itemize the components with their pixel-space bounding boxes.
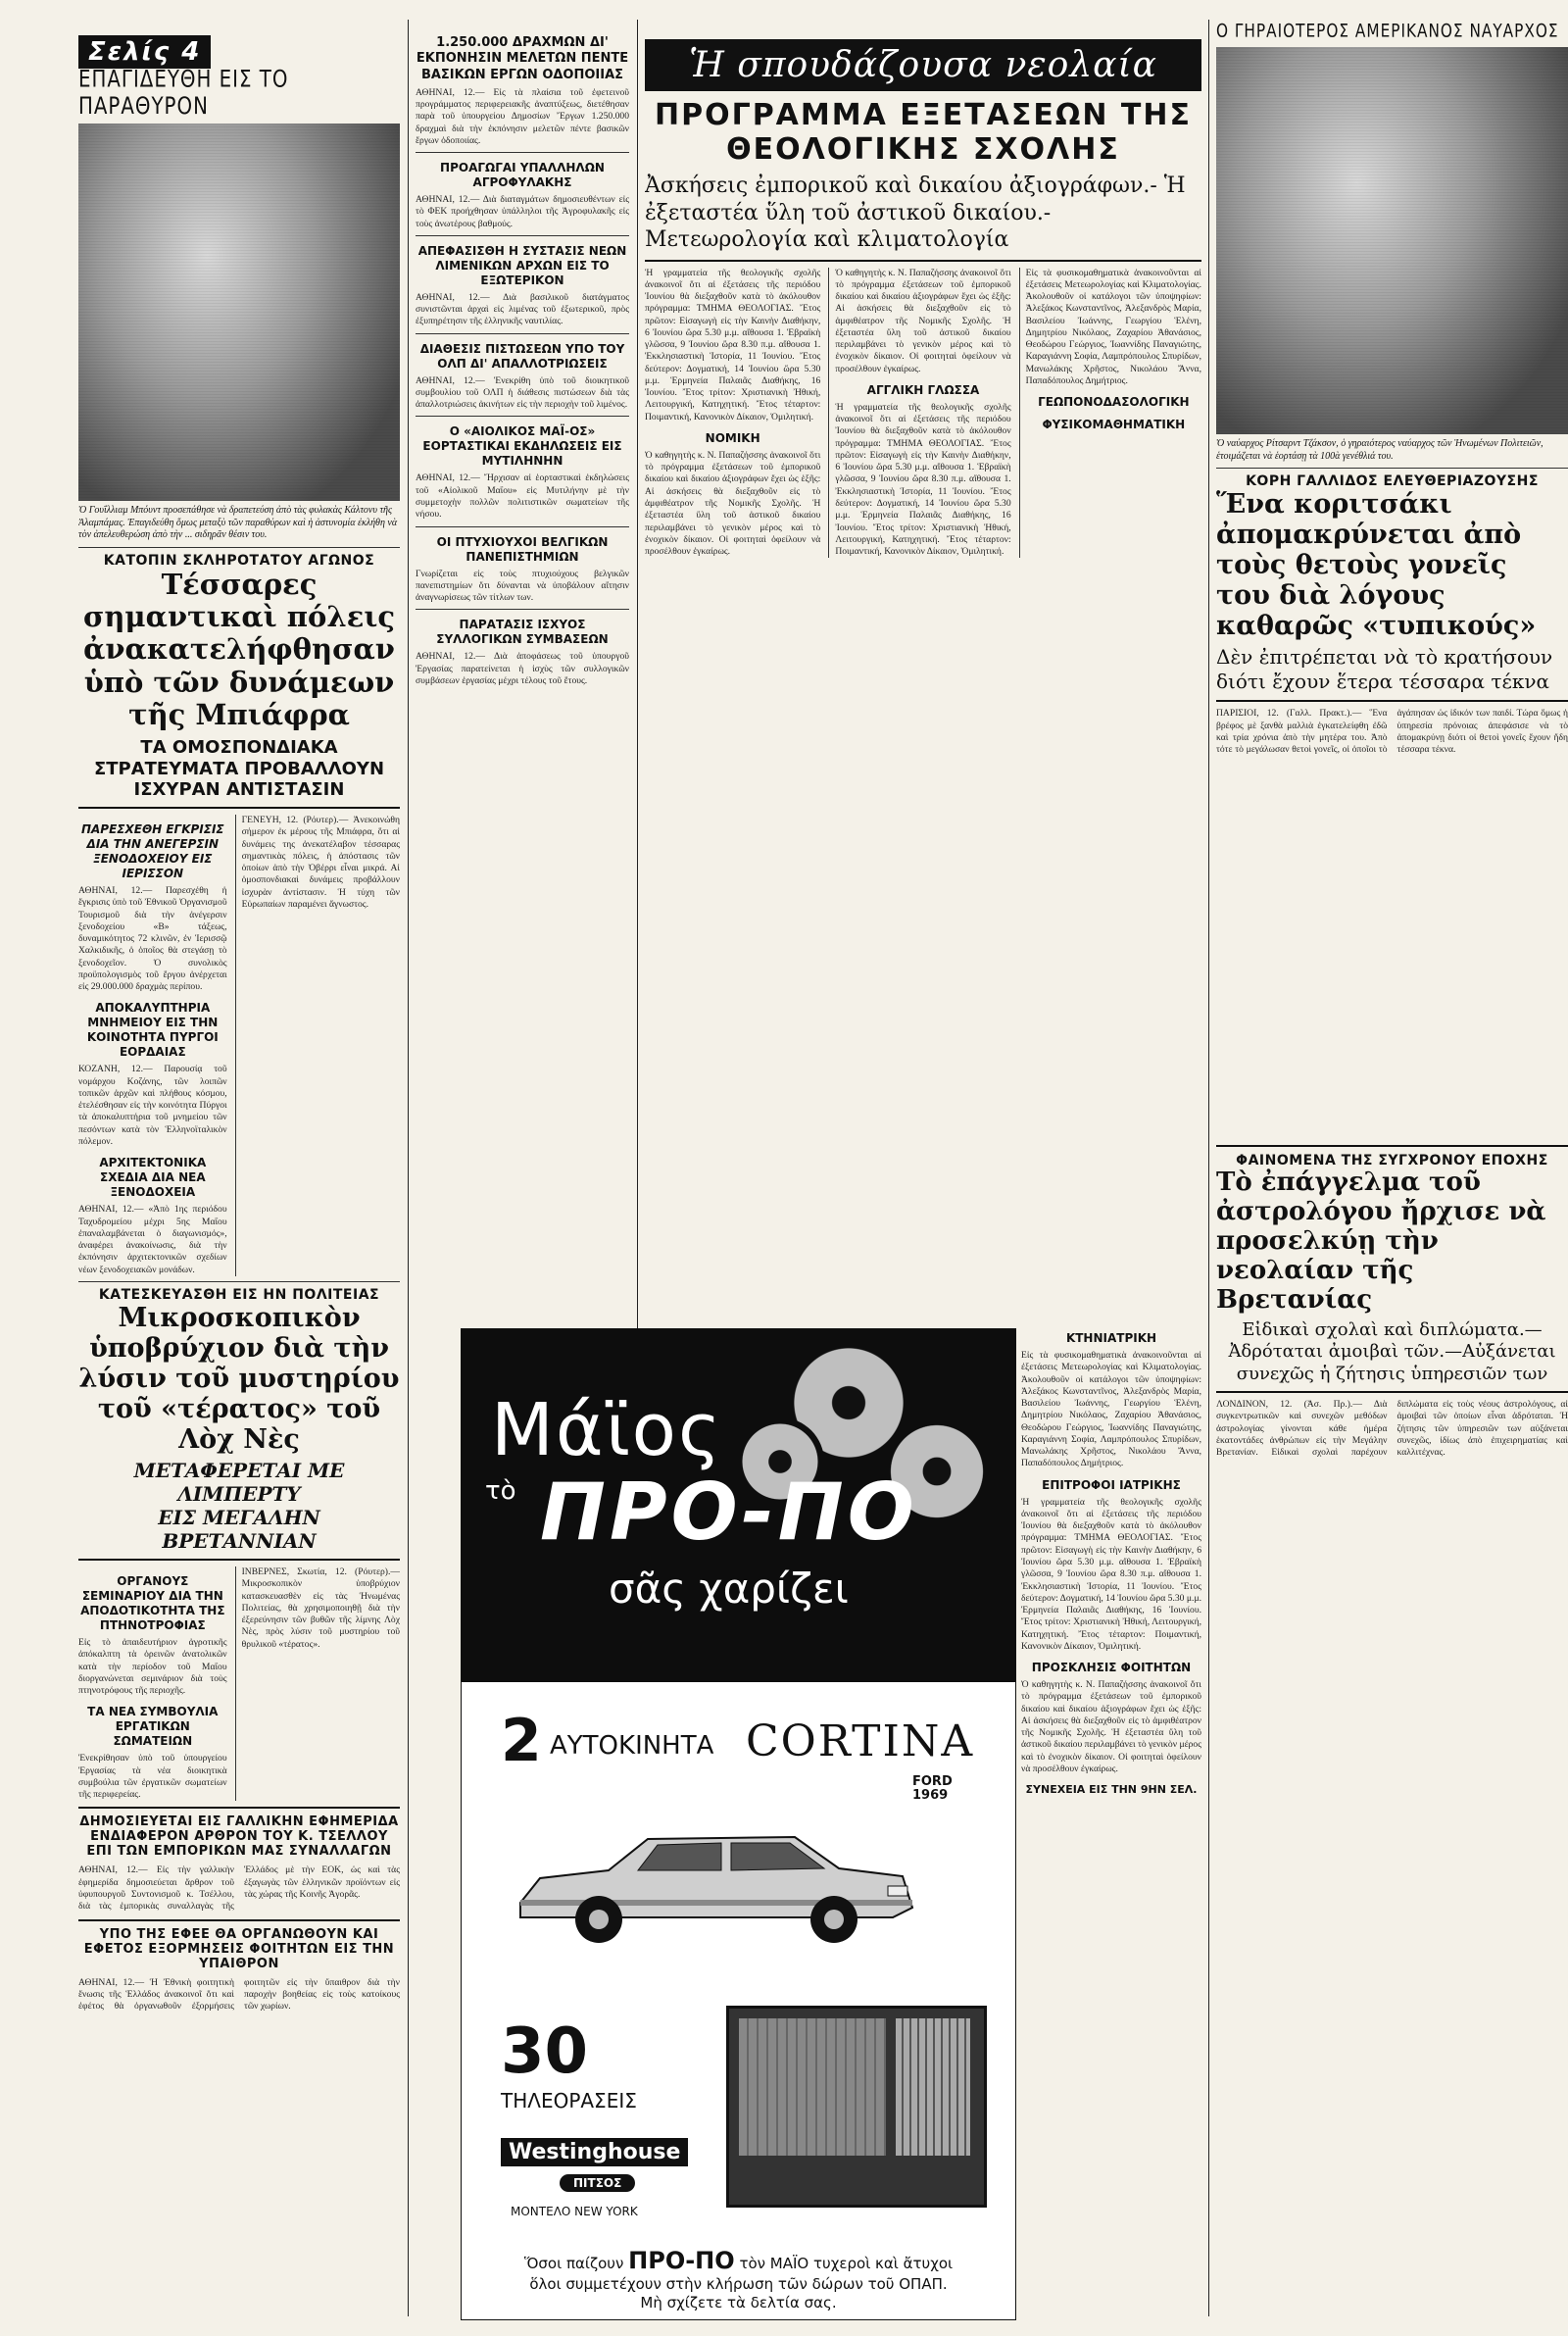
ford-year: 1969	[912, 1788, 949, 1804]
left-column	[78, 35, 400, 2310]
story-text: Ἡ γραμματεία τῆς θεολογικῆς σχολῆς ἀνακοινοῖ ὅτι αἱ ἐξετάσεις τῆς περιόδου Ἰουνίου θὰ διεξαχθοῦν κατὰ τὸ ἀκόλουθον πρόγραμμα: ΤΜΗΜΑ ΘΕΟΛΟΓΙΑΣ. Ἔτος πρῶτον: Εἰσαγωγὴ εἰς τὴν Καινὴν Διαθήκην, 6 Ἰουνίου ὥρα 5.30 μ.μ. αἴθουσα 1. Ἑβραϊκὴ γλῶσσα, 9 Ἰουνίου ὥρα 8.30 π.μ. αἴθουσα 1. Ἐκκλησιαστικὴ Ἱστορία, 11 Ἰουνίου. Ἔτος δεύτερον: Δογματική, 14 Ἰουνίου ὥρα 5.30 μ.μ. Ἑρμηνεία Παλαιᾶς Διαθήκης, 16 Ἰουνίου. Ἔτος τρίτον: Χριστιανικὴ Ἠθική, Λειτουργική, Κατηχητική. Ἔτος τέταρτον: Ποιμαντική, Κανονικὸν Δίκαιον, Ὁμιλητική.	[645, 267, 821, 422]
ad-car-count: 2	[501, 1707, 542, 1775]
photo-prisoner	[78, 124, 400, 501]
kicker: ΥΠΟ ΤΗΣ ΕΦΕΕ ΘΑ ΟΡΓΑΝΩΘΟΥΝ ΚΑΙ ΕΦΕΤΟΣ ΕΞΟΡΜΗΣΕΙΣ ΦΟΙΤΗΤΩΝ ΕΙΣ ΤΗΝ ΥΠΑΙΘΡΟΝ	[83, 1926, 395, 1971]
kicker: ΚΟΡΗ ΓΑΛΛΙΔΟΣ ΕΛΕΥΘΕΡΙΑΖΟΥΣΗΣ	[1246, 473, 1539, 489]
brief-title: ΤΑ ΝΕΑ ΣΥΜΒΟΥΛΙΑ ΕΡΓΑΤΙΚΩΝ ΣΩΜΑΤΕΙΩΝ	[87, 1705, 219, 1749]
headline: Μικροσκοπικὸν ὑποβρύχιον διὰ τὴν λύσιν τοῦ μυστηρίου τοῦ «τέρατος» τοῦ Λὸχ Νὲς	[78, 1302, 400, 1456]
story-text: ΛΟΝΔΙΝΟΝ, 12. (Ἀσ. Πρ.).— Διὰ συγκεντρωτικῶν καὶ συνεχῶν μεθόδων ἀστρολογίας γίνονται κάθε ἡμέρα ἑκατοντάδες ἀνθρώπων εἰς τὴν Μεγάλην Βρετανίαν. Εἰδικαὶ σχολαὶ παρέχουν διπλώματα εἰς τοὺς νέους ἀστρολόγους, αἱ ἀμοιβαὶ τῶν ὁποίων εἶναι ἀδρόταται. Ἡ ζήτησις τῶν ὑπηρεσιῶν των αὐξάνεται συνεχῶς, ἰδίως ἀπὸ ἐπιχειρηματίας καὶ καλλιτέχνας.	[1216, 1399, 1568, 1459]
story-text: Εἰς τὰ φυσικομαθηματικὰ ἀνακοινοῦνται αἱ ἐξετάσεις Μετεωρολογίας καὶ Κλιματολογίας. Ἀκολουθοῦν οἱ κατάλογοι τῶν ὑποψηφίων: Ἀλεξάκος Κωνσταντῖνος, Ἀλεξανδρὸς Μαρία, Βασιλείου Ἰωάννης, Γεωργίου Ἑλένη, Δημητρίου Νικόλαος, Ζαχαρίου Ἀθανάσιος, Θεοδώρου Γεώργιος, Ἰωαννίδης Παναγιώτης, Καραγιάννη Σοφία, Λαμπρόπουλος Σπυρίδων, Μανωλάκης Χρῆστος, Νικολάου Ἄννα, Παπαδόπουλος Δημήτριος.	[1021, 1350, 1201, 1469]
continued-note: ΣΥΝΕΧΕΙΑ ΕΙΣ ΤΗΝ 9ΗΝ ΣΕΛ.	[1025, 1783, 1198, 1797]
brief-text: Ἐνεκρίθησαν ὑπὸ τοῦ ὑπουργείου Ἐργασίας τὰ νέα διοικητικὰ συμβούλια τῶν ἐργατικῶν σωματείων τῆς περιφερείας.	[78, 1753, 227, 1801]
brief-title: ΟΙ ΠΤΥΧΙΟΥΧΟΙ ΒΕΛΓΙΚΩΝ ΠΑΝΕΠΙΣΤΗΜΙΩΝ	[436, 534, 609, 564]
story-text: ΑΘΗΝΑΙ, 12.— Ἡ Ἐθνικὴ φοιτητικὴ ἕνωσις τῆς Ἑλλάδος ἀνακοινοῖ ὅτι καὶ ἐφέτος θὰ ὀργανωθοῦν ἐξορμήσεις φοιτητῶν εἰς τὴν ὕπαιθρον διὰ τὴν παροχὴν βοηθείας εἰς τοὺς κατοίκους τῶν χωρίων.	[78, 1976, 400, 2013]
section-subhead: ΦΥΣΙΚΟΜΑΘΗΜΑΤΙΚΗ	[1042, 418, 1186, 432]
section-subhead: ΚΤΗΝΙΑΤΡΙΚΗ	[1065, 1331, 1157, 1345]
story-text: Ὁ καθηγητὴς κ. Ν. Παπαζήσσης ἀνακοινοῖ ὅτι τὸ πρόγραμμα ἐξετάσεων τοῦ ἐμπορικοῦ δικαίου καὶ δικαίου ἀξιογράφων ἔχει ὡς ἑξῆς: Αἱ ἀσκήσεις θὰ διεξαχθοῦν εἰς τὸ ἀμφιθέατρον τῆς Νομικῆς Σχολῆς. Ἡ ἐξεταστέα ὕλη τοῦ ἀστικοῦ δικαίου περιλαμβάνει τὸ γενικὸν μέρος καὶ τὸ ἐνοχικὸν δίκαιον. Οἱ φοιτηταὶ ὀφείλουν νὰ προσέλθουν ἐγκαίρως.	[835, 267, 1011, 374]
headline: Τὸ ἐπάγγελμα τοῦ ἀστρολόγου ἤρχισε νὰ προσελκύῃ τὴν νεολαίαν τῆς Βρετανίας	[1216, 1168, 1546, 1315]
ad-pitsos-logo: ΠΙΤΣΟΣ	[560, 2174, 635, 2192]
ad-foot-text: τὸν ΜΑΪΟ τυχεροὶ καὶ ἄτυχοι	[739, 2255, 954, 2272]
brief-title: ΟΡΓΑΝΟΥΣ ΣΕΜΙΝΑΡΙΟΥ ΔΙΑ ΤΗΝ ΑΠΟΔΟΤΙΚΟΤΗΤΑ ΤΗΣ ΠΤΗΝΟΤΡΟΦΙΑΣ	[80, 1574, 225, 1633]
ad-foot-propo: ΠΡΟ-ΠΟ	[628, 2247, 735, 2274]
brief-title: ΑΠΕΦΑΣΙΣΘΗ Η ΣΥΣΤΑΣΙΣ ΝΕΩΝ ΛΙΜΕΝΙΚΩΝ ΑΡΧΩΝ ΕΙΣ ΤΟ ΕΞΩΤΕΡΙΚΟΝ	[417, 243, 627, 287]
ad-cortina-title: CORTINA	[746, 1716, 975, 1766]
deck: Δὲν ἐπιτρέπεται νὰ τὸ κρατήσουν διότι ἔχουν ἕτερα τέσσαρα τέκνα	[1216, 645, 1553, 694]
kicker: ΦΑΙΝΟΜΕΝΑ ΤΗΣ ΣΥΓΧΡΟΝΟΥ ΕΠΟΧΗΣ	[1236, 1153, 1548, 1169]
subheadline: ΕΙΣ ΜΕΓΑΛΗΝ ΒΡΕΤΑΝΝΙΑΝ	[158, 1506, 320, 1554]
section-subhead: ΠΡΟΣΚΛΗΣΙΣ ΦΟΙΤΗΤΩΝ	[1031, 1661, 1192, 1675]
briefs-column	[416, 35, 629, 1339]
center-story-continued	[1021, 1323, 1201, 2304]
brief-text: ΑΘΗΝΑΙ, 12.— Εἰς τὰ πλαίσια τοῦ ἐφετεινοῦ προγράμματος περιφερειακῆς ἀναπτύξεως, διετέθησαν παρὰ τοῦ ὑπουργείου Δημοσίων Ἔργων 1.250.000 δραχμαὶ διὰ τὴν ἐκπόνησιν μελετῶν πέντε βασικῶν ἔργων ὁδοποιίας.	[416, 86, 629, 146]
ad-foot-text: Ὅσοι παίζουν	[523, 2255, 624, 2272]
ad-dark-panel	[462, 1329, 1015, 1682]
headline: ΠΡΟΓΡΑΜΜΑ ΕΞΕΤΑΣΕΩΝ ΤΗΣ ΘΕΟΛΟΓΙΚΗΣ ΣΧΟΛΗΣ	[654, 98, 1193, 167]
center-story	[645, 39, 1201, 1323]
brief-text: ΑΘΗΝΑΙ, 12.— Διὰ βασιλικοῦ διατάγματος συνιστῶνται ἀρχαὶ εἰς λιμένας τοῦ ἐξωτερικοῦ, πρὸς ἐξυπηρέτησιν τῆς ἑλληνικῆς ναυτιλίας.	[416, 291, 629, 327]
brief-title: ΑΡΧΙΤΕΚΤΟΝΙΚΑ ΣΧΕΔΙΑ ΔΙΑ ΝΕΑ ΞΕΝΟΔΟΧΕΙΑ	[99, 1156, 207, 1200]
column-rule	[408, 20, 409, 2316]
section-subhead: ΝΟΜΙΚΗ	[705, 430, 760, 445]
brief-title: ΠΑΡΑΤΑΣΙΣ ΙΣΧΥΟΣ ΣΥΛΛΟΓΙΚΩΝ ΣΥΜΒΑΣΕΩΝ	[436, 618, 609, 647]
brief-text: ΚΟΖΑΝΗ, 12.— Παρουσίᾳ τοῦ νομάρχου Κοζάνης, τῶν λοιπῶν τοπικῶν ἀρχῶν καὶ πλήθους κόσμου, ἐτελέσθησαν εἰς τὴν κοινότητα Πύργοι τὰ ἀποκαλυπτήρια τοῦ μνημείου τῶν πεσόντων κατὰ τὸν Ἑλληνοϊταλικὸν πόλεμον.	[78, 1064, 227, 1147]
story-text: ΙΝΒΕΡΝΕΣ, Σκωτία, 12. (Ρόυτερ).— Μικροσκοπικὸν ὑποβρύχιον κατασκευασθὲν εἰς τὰς Ἡνωμένας Πολιτείας, θὰ χρησιμοποιηθῇ διὰ τὴν ἐξερεύνησιν τῶν βυθῶν τῆς λίμνης Λὸχ Νὲς, πρὸς λύσιν τοῦ μυστηρίου τοῦ θρυλικοῦ «τέρατος».	[241, 1566, 400, 1650]
ad-foot-text: ὅλοι συμμετέχουν στὴν κλήρωση τῶν δώρων τοῦ ΟΠΑΠ.	[529, 2275, 948, 2293]
ad-tv-count: 30	[501, 2015, 589, 2088]
brief-title: ΠΡΟΑΓΩΓΑΙ ΥΠΑΛΛΗΛΩΝ ΑΓΡΟΦΥΛΑΚΗΣ	[440, 161, 605, 190]
subheadline: ΜΕΤΑΦΕΡΕΤΑΙ ΜΕ ΛΙΜΠΕΡΤΥ	[133, 1459, 345, 1507]
photo-title: ΕΠΑΓΙΔΕΥΘΗ ΕΙΣ ΤΟ ΠΑΡΑΘΥΡΟΝ	[78, 66, 289, 121]
headline: Τέσσαρες σημαντικαὶ πόλεις ἀνακατελήφθησαν ὑπὸ τῶν δυνάμεων τῆς Μπιάφρα	[82, 567, 396, 731]
section-subhead: ΕΠΙΤΡΟΦΟΙ ΙΑΤΡΙΚΗΣ	[1042, 1477, 1181, 1492]
deck: Ἀσκήσεις ἐμπορικοῦ καὶ δικαίου ἀξιογράφων.- Ἡ ἐξεταστέα ὕλη τοῦ ἀστικοῦ δικαίου.-Μετεωρολογία καὶ κλιματολογία	[645, 174, 1186, 252]
ad-to-text: τὸ	[485, 1476, 516, 1506]
kicker: ΔΗΜΟΣΙΕΥΕΤΑΙ ΕΙΣ ΓΑΛΛΙΚΗΝ ΕΦΗΜΕΡΙΔΑ ΕΝΔΙΑΦΕΡΟΝ ΑΡΘΡΟΝ ΤΟΥ Κ. ΤΣΕΛΛΟΥ ΕΠΙ ΤΩΝ ΕΜΠΟΡΙΚΩΝ ΜΑΣ ΣΥΝΑΛΛΑΓΩΝ	[79, 1814, 399, 1860]
story-text: Ἡ γραμματεία τῆς θεολογικῆς σχολῆς ἀνακοινοῖ ὅτι αἱ ἐξετάσεις τῆς περιόδου Ἰουνίου θὰ διεξαχθοῦν κατὰ τὸ ἀκόλουθον πρόγραμμα: ΤΜΗΜΑ ΘΕΟΛΟΓΙΑΣ. Ἔτος πρῶτον: Εἰσαγωγὴ εἰς τὴν Καινὴν Διαθήκην, 6 Ἰουνίου ὥρα 5.30 μ.μ. αἴθουσα 1. Ἑβραϊκὴ γλῶσσα, 9 Ἰουνίου ὥρα 8.30 π.μ. αἴθουσα 1. Ἐκκλησιαστικὴ Ἱστορία, 11 Ἰουνίου. Ἔτος δεύτερον: Δογματική, 14 Ἰουνίου ὥρα 5.30 μ.μ. Ἑρμηνεία Παλαιᾶς Διαθήκης, 16 Ἰουνίου. Ἔτος τρίτον: Χριστιανικὴ Ἠθική, Λειτουργική, Κατηχητική. Ἔτος τέταρτον: Ποιμαντική, Κανονικὸν Δίκαιον, Ὁμιλητική.	[835, 401, 1011, 558]
page-number-tag: Σελίς 4	[78, 35, 211, 69]
brief-title: Ο «ΑΙΟΛΙΚΟΣ ΜΑΪ-ΟΣ» ΕΟΡΤΑΣΤΙΚΑΙ ΕΚΔΗΛΩΣΕΙΣ ΕΙΣ ΜΥΤΙΛΗΝΗΝ	[422, 424, 622, 469]
ad-car-label: ΑΥΤΟΚΙΝΗΤΑ	[550, 1731, 714, 1761]
brief-text: ΑΘΗΝΑΙ, 12.— «Ἀπὸ 1ης περιόδου Ταχυδρομείου μέχρι 5ης Μαΐου ἐπαναλαμβάνεται ὁ διαγωνισμός», ἀναφέρει ἀνακοίνωσις, διὰ τὴν ἐκπόνησιν ἀρχιτεκτονικῶν σχεδίων νέων ξενοδοχειακῶν μονάδων.	[78, 1204, 227, 1275]
story-text: Ἡ γραμματεία τῆς θεολογικῆς σχολῆς ἀνακοινοῖ ὅτι αἱ ἐξετάσεις τῆς περιόδου Ἰουνίου θὰ διεξαχθοῦν κατὰ τὸ ἀκόλουθον πρόγραμμα: ΤΜΗΜΑ ΘΕΟΛΟΓΙΑΣ. Ἔτος πρῶτον: Εἰσαγωγὴ εἰς τὴν Καινὴν Διαθήκην, 6 Ἰουνίου ὥρα 5.30 μ.μ. αἴθουσα 1. Ἑβραϊκὴ γλῶσσα, 9 Ἰουνίου ὥρα 8.30 π.μ. αἴθουσα 1. Ἐκκλησιαστικὴ Ἱστορία, 11 Ἰουνίου. Ἔτος δεύτερον: Δογματική, 14 Ἰουνίου ὥρα 5.30 μ.μ. Ἑρμηνεία Παλαιᾶς Διαθήκης, 16 Ἰουνίου. Ἔτος τρίτον: Χριστιανικὴ Ἠθική, Λειτουργική, Κατηχητική. Ἔτος τέταρτον: Ποιμαντική, Κανονικὸν Δίκαιον, Ὁμιλητική.	[1021, 1496, 1201, 1652]
column-rule	[1208, 20, 1209, 2316]
ad-sas-text: σᾶς χαρίζει	[609, 1565, 849, 1613]
section-subhead: ΑΓΓΛΙΚΗ ΓΛΩΣΣΑ	[866, 382, 980, 397]
tv-icon	[726, 2006, 987, 2208]
brief-text: Γνωρίζεται εἰς τοὺς πτυχιούχους βελγικῶν πανεπιστημίων ὅτι δύνανται νὰ ὑποβάλουν αἴτησιν ἀναγνωρίσεως τῶν τίτλων των.	[416, 568, 629, 604]
section-banner: Ἡ σπουδάζουσα νεολαία	[645, 39, 1201, 91]
brief-title: 1.250.000 ΔΡΑΧΜΩΝ ΔΙ' ΕΚΠΟΝΗΣΙΝ ΜΕΛΕΤΩΝ ΠΕΝΤΕ ΒΑΣΙΚΩΝ ΕΡΓΩΝ ΟΔΟΠΟΙΙΑΣ	[416, 35, 629, 82]
brief-text: Εἰς τὸ ἀπαιδευτήριον ἀγροτικῆς ἀπόκαλπτη τὰ ὁρεινῶν ἀνατολικῶν κατὰ τὴν περίοδον τοῦ Μαΐου διοργανώνεται σεμινάριον διὰ τοὺς πτηνοτρόφους τῆς περιοχῆς.	[78, 1637, 227, 1697]
section-subhead: ΓΕΩΠΟΝΟΔΑΣΟΛΟΓΙΚΗ	[1038, 395, 1190, 410]
ad-ford-label	[912, 1775, 953, 1804]
subheadline: ΤΑ ΟΜΟΣΠΟΝΔΙΑΚΑ ΣΤΡΑΤΕΥΜΑΤΑ ΠΡΟΒΑΛΛΟΥΝ ΙΣΧΥΡΑΝ ΑΝΤΙΣΤΑΣΙΝ	[93, 737, 385, 801]
brief-title: ΔΙΑΘΕΣΙΣ ΠΙΣΤΩΣΕΩΝ ΥΠΟ ΤΟΥ ΟΛΠ ΔΙ' ΑΠΑΛΛΟΤΡΙΩΣΕΙΣ	[419, 341, 625, 371]
propo-advertisement	[461, 1328, 1016, 2320]
right-column	[1216, 22, 1568, 2315]
deck: Εἰδικαὶ σχολαὶ καὶ διπλώματα.—Ἀδρόταται ἀμοιβαὶ τῶν.—Αὐξάνεται συνεχῶς ἡ ζήτησις ὑπηρεσιῶν των	[1228, 1318, 1556, 1384]
photo-caption: Ὁ ναύαρχος Ρίτσαρντ Τζάκσον, ὁ γηραιότερος ναύαρχος τῶν Ἡνωμένων Πολιτειῶν, ἑτοιμάζεται νὰ ἑορτάσῃ τὰ 100ὰ γενέθλιά του.	[1216, 438, 1544, 462]
car-icon	[501, 1810, 922, 1957]
ad-footer	[462, 2246, 1015, 2312]
story-text: Ὁ καθηγητὴς κ. Ν. Παπαζήσσης ἀνακοινοῖ ὅτι τὸ πρόγραμμα ἐξετάσεων τοῦ ἐμπορικοῦ δικαίου καὶ δικαίου ἀξιογράφων ἔχει ὡς ἑξῆς: Αἱ ἀσκήσεις θὰ διεξαχθοῦν εἰς τὸ ἀμφιθέατρον τῆς Νομικῆς Σχολῆς. Ἡ ἐξεταστέα ὕλη τοῦ ἀστικοῦ δικαίου περιλαμβάνει τὸ γενικὸν μέρος καὶ τὸ ἐνοχικὸν δίκαιον. Οἱ φοιτηταὶ ὀφείλουν νὰ προσέλθουν ἐγκαίρως.	[645, 449, 821, 558]
ad-foot-text: Μὴ σχίζετε τὰ δελτία σας.	[640, 2293, 837, 2311]
photo-title: Ο ΓΗΡΑΙΟΤΕΡΟΣ ΑΜΕΡΙΚΑΝΟΣ ΝΑΥΑΡΧΟΣ	[1216, 22, 1559, 42]
brief-title: ΠΑΡΕΣΧΕΘΗ ΕΓΚΡΙΣΙΣ ΔΙΑ ΤΗΝ ΑΝΕΓΕΡΣΙΝ ΞΕΝΟΔΟΧΕΙΟΥ ΕΙΣ ΙΕΡΙΣΣΟΝ	[80, 822, 224, 880]
ad-may-text: Μάϊος	[491, 1388, 723, 1472]
brief-text: ΑΘΗΝΑΙ, 12.— Διὰ διαταγμάτων δημοσιευθέντων εἰς τὸ ΦΕΚ προήχθησαν ὑπάλληλοι τῆς Ἀγροφυλακῆς εἰς τοὺς ἀνωτέρους βαθμούς.	[416, 194, 629, 229]
kicker: ΚΑΤΟΠΙΝ ΣΚΛΗΡΟΤΑΤΟΥ ΑΓΩΝΟΣ	[103, 552, 375, 569]
photo-admiral	[1216, 47, 1568, 434]
brief-text: ΑΘΗΝΑΙ, 12.— Ἐνεκρίθη ὑπὸ τοῦ διοικητικοῦ συμβουλίου τοῦ ΟΛΠ ἡ διάθεσις πιστώσεων διὰ τὰς ἀπαλλοτριώσεις ἀκινήτων εἰς τὴν περιοχὴν τοῦ λιμένος.	[416, 374, 629, 411]
ford-brand: FORD	[912, 1774, 953, 1789]
ad-propo-logo: ΠΡΟ-ΠΟ	[540, 1466, 918, 1558]
kicker: ΚΑΤΕΣΚΕΥΑΣΘΗ ΕΙΣ ΗΝ ΠΟΛΙΤΕΙΑΣ	[98, 1286, 380, 1303]
brief-text: ΑΘΗΝΑΙ, 12.— Παρεσχέθη ἡ ἔγκρισις ὑπὸ τοῦ Ἐθνικοῦ Ὀργανισμοῦ Τουρισμοῦ διὰ τὴν ἀνέγερσιν ξενοδοχείου «Β» τάξεως, δυναμικότητος 72 κλινῶν, ἐν Ἱερισσῷ Χαλκιδικῆς, ὁ ὁποῖος θὰ στεγάσῃ τὸ ξενοδοχεῖον. Ὁ συνολικὸς προϋπολογισμὸς τοῦ ἔργου ἀνέρχεται εἰς 29.000.000 δραχμὰς περίπου.	[78, 885, 227, 993]
photo-caption: Ὁ Γουΐλλιαμ Μπόυντ προσεπάθησε νὰ δραπετεύση ἀπὸ τὰς φυλακὰς Κάλτονυ τῆς Ἀλαμπάμας. Ἐπαγιδεύθη ὅμως μεταξὺ τῶν παραθύρων καὶ ἡ ἀστυνομία ἐκλήθη νὰ τὸν ἀπελευθερώση ἀπὸ τὴν ... σιδηρᾶν θέσιν του.	[78, 505, 398, 540]
story-text: ΠΑΡΙΣΙΟΙ, 12. (Γαλλ. Πρακτ.).— Ἕνα βρέφος μὲ ξανθὰ μαλλιὰ ἐγκατελείφθη ἐδῶ καὶ τρία χρόνια ἀπὸ τὴν μητέρα του. Ἀπὸ τότε τὸ μεγάλωσαν θετοὶ γονεῖς, οἱ ὁποῖοι τὸ ἀγάπησαν ὡς ἰδικόν των παιδί. Τώρα ὅμως ἡ ὑπηρεσία πρόνοιας ἀπεφάσισε νὰ τὸ ἀπομακρύνῃ διότι οἱ θετοὶ γονεῖς ἔχουν ἤδη τέσσαρα τέκνα.	[1216, 708, 1568, 756]
brief-title: ΑΠΟΚΑΛΥΠΤΗΡΙΑ ΜΝΗΜΕΙΟΥ ΕΙΣ ΤΗΝ ΚΟΙΝΟΤΗΤΑ ΠΥΡΓΟΙ ΕΟΡΔΑΙΑΣ	[86, 1001, 219, 1060]
ad-tv-label: ΤΗΛΕΟΡΑΣΕΙΣ	[501, 2089, 637, 2112]
story-text: ΑΘΗΝΑΙ, 12.— Εἰς τὴν γαλλικὴν ἐφημερίδα δημοσιεύεται ἄρθρον τοῦ ὑφυπουργοῦ Συντονισμοῦ κ. Τσέλλου, διὰ τὰς ἐμπορικὰς συναλλαγὰς τῆς Ἑλλάδος μὲ τὴν ΕΟΚ, ὡς καὶ τὰς ἐξαγωγὰς τῶν ἑλληνικῶν προϊόντων εἰς τὰς χώρας τῆς Κοινῆς Ἀγορᾶς.	[78, 1864, 400, 1913]
ad-westinghouse-logo: Westinghouse	[501, 2138, 688, 2166]
story-text: Εἰς τὰ φυσικομαθηματικὰ ἀνακοινοῦνται αἱ ἐξετάσεις Μετεωρολογίας καὶ Κλιματολογίας. Ἀκολουθοῦν οἱ κατάλογοι τῶν ὑποψηφίων: Ἀλεξάκος Κωνσταντῖνος, Ἀλεξανδρὸς Μαρία, Βασιλείου Ἰωάννης, Γεωργίου Ἑλένη, Δημητρίου Νικόλαος, Ζαχαρίου Ἀθανάσιος, Θεοδώρου Γεώργιος, Ἰωαννίδης Παναγιώτης, Καραγιάννη Σοφία, Λαμπρόπουλος Σπυρίδων, Μανωλάκης Χρῆστος, Νικολάου Ἄννα, Παπαδόπουλος Δημήτριος.	[1025, 267, 1201, 386]
ad-model-text: ΜΟΝΤΕΛΟ NEW YORK	[511, 2205, 638, 2218]
brief-text: ΑΘΗΝΑΙ, 12.— Διὰ ἀποφάσεως τοῦ ὑπουργοῦ Ἐργασίας παρατείνεται ἡ ἰσχὺς τῶν συλλογικῶν συμβάσεων ἐργασίας μέχρι τέλους τοῦ ἔτους.	[416, 651, 629, 686]
brief-text: ΑΘΗΝΑΙ, 12.— Ἤρχισαν αἱ ἑορταστικαὶ ἐκδηλώσεις τοῦ «Αἰολικοῦ Μαΐου» εἰς Μυτιλήνην μὲ τὴν συμμετοχὴν πολλῶν πολιτιστικῶν σωματείων τῆς νήσου.	[416, 472, 629, 521]
story-text: Ὁ καθηγητὴς κ. Ν. Παπαζήσσης ἀνακοινοῖ ὅτι τὸ πρόγραμμα ἐξετάσεων τοῦ ἐμπορικοῦ δικαίου καὶ δικαίου ἀξιογράφων ἔχει ὡς ἑξῆς: Αἱ ἀσκήσεις θὰ διεξαχθοῦν εἰς τὸ ἀμφιθέατρον τῆς Νομικῆς Σχολῆς. Ἡ ἐξεταστέα ὕλη τοῦ ἀστικοῦ δικαίου περιλαμβάνει τὸ γενικὸν μέρος καὶ τὸ ἐνοχικὸν δίκαιον. Οἱ φοιτηταὶ ὀφείλουν νὰ προσέλθουν ἐγκαίρως.	[1021, 1679, 1201, 1774]
headline: Ἕνα κοριτσάκι ἀπομακρύνεται ἀπὸ τοὺς θετοὺς γονεῖς του διὰ λόγους καθαρῶς «τυπικούς»	[1216, 489, 1537, 642]
story-text: ΓΕΝΕΥΗ, 12. (Ρόυτερ).— Ἀνεκοινώθη σήμερον ἐκ μέρους τῆς Μπιάφρα, ὅτι αἱ δυνάμεις της ἀνεκατέλαβον τέσσαρας σημαντικὰς πόλεις, ἡ ἀπόστασις τῶν ὁποίων ἀπὸ τὴν Ὀβέρρι εἶναι μικρά. Αἱ ὁμοσπονδιακαὶ δυνάμεις προβάλλουν ἰσχυρὰν ἀντίστασιν. Ἡ τύχη τῶν Εὐρωπαίων παραμένει ἄγνωστος.	[241, 815, 400, 910]
